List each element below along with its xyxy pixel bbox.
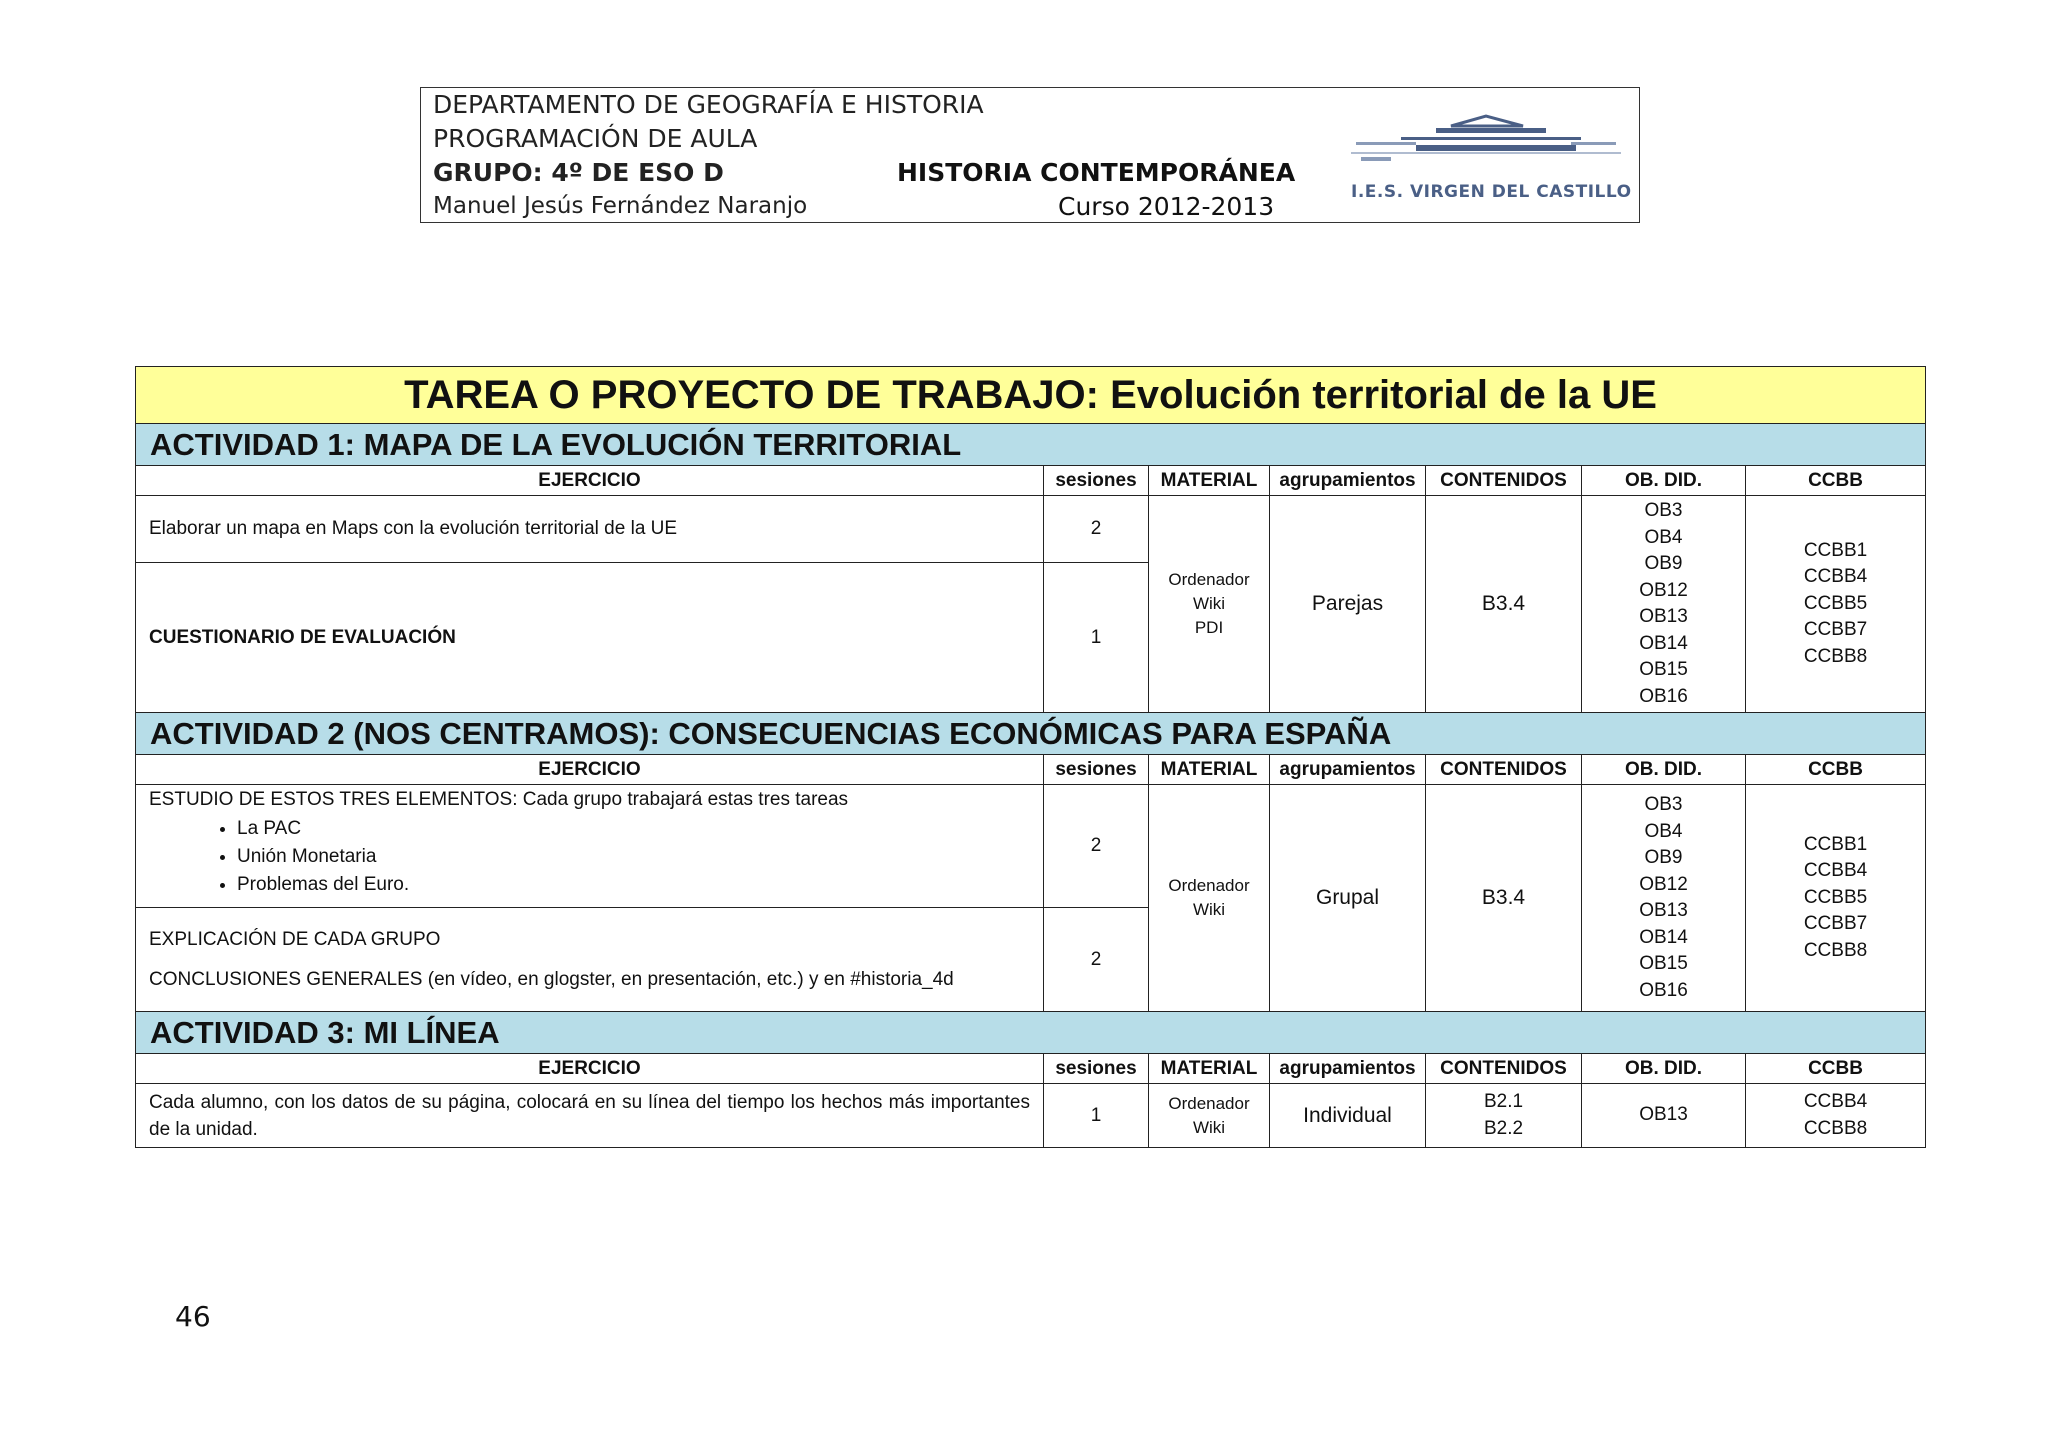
competence-item: CCBB5 bbox=[1803, 592, 1868, 614]
sessions-cell: 2 bbox=[1044, 908, 1149, 1012]
department-name: DEPARTAMENTO DE GEOGRAFÍA E HISTORIA bbox=[433, 90, 984, 119]
objective-item: OB3 bbox=[1644, 794, 1683, 815]
group-label: GRUPO: 4º DE ESO D bbox=[433, 158, 724, 187]
subject-label: HISTORIA CONTEMPORÁNEA bbox=[897, 158, 1296, 187]
sessions-cell: 2 bbox=[1044, 785, 1149, 908]
objective-item: OB13 bbox=[1639, 1104, 1688, 1126]
exercise-cell bbox=[136, 908, 1044, 1012]
activity-3-column-headers bbox=[136, 1054, 1926, 1084]
objective-item: OB9 bbox=[1644, 847, 1683, 868]
activity-2-title: ACTIVIDAD 2 (NOS CENTRAMOS): CONSECUENCIAS ECONÓMICAS PARA ESPAÑA bbox=[136, 713, 1926, 755]
material-item: Ordenador bbox=[1168, 570, 1250, 589]
competence-item: CCBB8 bbox=[1803, 645, 1868, 667]
exercise-cell: Cada alumno, con los datos de su página, colocará en su línea del tiempo los hechos más importantes de la unidad. bbox=[136, 1084, 1044, 1148]
activity-3-title: ACTIVIDAD 3: MI LÍNEA bbox=[136, 1012, 1926, 1054]
exercise-cell: CUESTIONARIO DE EVALUACIÓN bbox=[136, 563, 1044, 713]
page-number: 46 bbox=[175, 1300, 211, 1333]
material-item: PDI bbox=[1194, 618, 1224, 637]
header-ob-did: OB. DID. bbox=[1582, 466, 1746, 496]
header-ccbb: CCBB bbox=[1746, 755, 1926, 785]
exercise-line: CONCLUSIONES GENERALES (en vídeo, en glogster, en presentación, etc.) y en #historia_4d bbox=[149, 968, 954, 990]
exercise-intro: ESTUDIO DE ESTOS TRES ELEMENTOS: Cada grupo trabajará estas tres tareas bbox=[149, 789, 849, 810]
competence-item: CCBB7 bbox=[1803, 619, 1868, 641]
competence-item: CCBB5 bbox=[1803, 886, 1868, 908]
table-row bbox=[136, 785, 1926, 908]
material-item: Ordenador bbox=[1168, 1093, 1250, 1113]
objective-item: OB3 bbox=[1644, 500, 1683, 521]
competence-item: CCBB4 bbox=[1803, 860, 1868, 882]
school-logo-icon bbox=[1341, 112, 1631, 176]
competence-item: CCBB8 bbox=[1803, 939, 1868, 961]
objective-item: OB12 bbox=[1639, 579, 1688, 601]
contents-item: B2.2 bbox=[1483, 1117, 1524, 1139]
competences-cell bbox=[1746, 496, 1926, 713]
material-item: Ordenador bbox=[1168, 876, 1250, 895]
contents-cell: B3.4 bbox=[1426, 785, 1582, 1012]
task-title: TAREA O PROYECTO DE TRABAJO: Evolución territorial de la UE bbox=[136, 367, 1926, 424]
objective-item: OB13 bbox=[1639, 606, 1688, 627]
competences-cell bbox=[1746, 785, 1926, 1012]
sessions-cell: 1 bbox=[1044, 563, 1149, 713]
competences-cell bbox=[1746, 1084, 1926, 1148]
header-sesiones: sesiones bbox=[1044, 755, 1149, 785]
header-ob-did: OB. DID. bbox=[1582, 1054, 1746, 1084]
material-cell bbox=[1149, 1084, 1270, 1148]
document-header bbox=[420, 87, 1640, 223]
program-title: PROGRAMACIÓN DE AULA bbox=[433, 124, 758, 153]
objective-item: OB9 bbox=[1644, 553, 1683, 574]
competence-item: CCBB1 bbox=[1803, 833, 1868, 855]
material-item: Wiki bbox=[1192, 900, 1226, 919]
grouping-cell: Parejas bbox=[1270, 496, 1426, 713]
objective-item: OB15 bbox=[1639, 953, 1688, 974]
header-material: MATERIAL bbox=[1149, 466, 1270, 496]
activity-1-column-headers bbox=[136, 466, 1926, 496]
exercise-cell bbox=[136, 785, 1044, 908]
list-item: • Problemas del Euro. bbox=[237, 871, 1030, 899]
header-ob-did: OB. DID. bbox=[1582, 755, 1746, 785]
objective-item: OB13 bbox=[1639, 900, 1688, 921]
competence-item: CCBB7 bbox=[1803, 913, 1868, 935]
material-cell bbox=[1149, 785, 1270, 1012]
header-contenidos: CONTENIDOS bbox=[1426, 755, 1582, 785]
grouping-cell: Individual bbox=[1270, 1084, 1426, 1148]
competence-item: CCBB1 bbox=[1803, 539, 1868, 561]
objective-item: OB4 bbox=[1644, 820, 1683, 842]
header-contenidos: CONTENIDOS bbox=[1426, 1054, 1582, 1084]
header-ejercicio: EJERCICIO bbox=[136, 1054, 1044, 1084]
table-row bbox=[136, 1084, 1926, 1148]
school-logo-text: I.E.S. VIRGEN DEL CASTILLO bbox=[1351, 182, 1632, 202]
header-ccbb: CCBB bbox=[1746, 466, 1926, 496]
material-item: Wiki bbox=[1192, 594, 1226, 613]
author-name: Manuel Jesús Fernández Naranjo bbox=[433, 193, 808, 219]
contents-cell bbox=[1426, 1084, 1582, 1148]
contents-cell: B3.4 bbox=[1426, 496, 1582, 713]
course-year: Curso 2012-2013 bbox=[1058, 192, 1275, 221]
objectives-cell bbox=[1582, 785, 1746, 1012]
header-material: MATERIAL bbox=[1149, 1054, 1270, 1084]
header-sesiones: sesiones bbox=[1044, 466, 1149, 496]
objective-item: OB16 bbox=[1639, 685, 1688, 707]
material-cell bbox=[1149, 496, 1270, 713]
activity-1-title: ACTIVIDAD 1: MAPA DE LA EVOLUCIÓN TERRITORIAL bbox=[136, 424, 1926, 466]
header-ejercicio: EJERCICIO bbox=[136, 466, 1044, 496]
list-item: • La PAC bbox=[237, 815, 1030, 843]
header-agrupamientos: agrupamientos bbox=[1270, 755, 1426, 785]
competence-item: CCBB4 bbox=[1803, 566, 1868, 588]
header-agrupamientos: agrupamientos bbox=[1270, 466, 1426, 496]
sessions-cell: 2 bbox=[1044, 496, 1149, 563]
table-row bbox=[136, 496, 1926, 563]
activity-2-column-headers bbox=[136, 755, 1926, 785]
header-sesiones: sesiones bbox=[1044, 1054, 1149, 1084]
grouping-cell: Grupal bbox=[1270, 785, 1426, 1012]
task-table bbox=[135, 366, 1926, 1148]
header-ejercicio: EJERCICIO bbox=[136, 755, 1044, 785]
objective-item: OB14 bbox=[1639, 926, 1688, 948]
competence-item: CCBB4 bbox=[1803, 1091, 1868, 1112]
header-agrupamientos: agrupamientos bbox=[1270, 1054, 1426, 1084]
objective-item: OB4 bbox=[1644, 526, 1683, 548]
exercise-cell: Elaborar un mapa en Maps con la evolución territorial de la UE bbox=[136, 496, 1044, 563]
list-item: • Unión Monetaria bbox=[237, 843, 1030, 871]
exercise-bullet-list bbox=[149, 815, 1030, 899]
objectives-cell bbox=[1582, 496, 1746, 713]
material-item: Wiki bbox=[1192, 1117, 1226, 1137]
objective-item: OB14 bbox=[1639, 632, 1688, 654]
objective-item: OB16 bbox=[1639, 979, 1688, 1001]
objective-item: OB15 bbox=[1639, 659, 1688, 680]
objective-item: OB12 bbox=[1639, 873, 1688, 895]
contents-item: B2.1 bbox=[1483, 1091, 1524, 1112]
header-ccbb: CCBB bbox=[1746, 1054, 1926, 1084]
objectives-cell bbox=[1582, 1084, 1746, 1148]
sessions-cell: 1 bbox=[1044, 1084, 1149, 1148]
competence-item: CCBB8 bbox=[1803, 1117, 1868, 1139]
exercise-line: EXPLICACIÓN DE CADA GRUPO bbox=[149, 928, 441, 950]
header-contenidos: CONTENIDOS bbox=[1426, 466, 1582, 496]
header-material: MATERIAL bbox=[1149, 755, 1270, 785]
